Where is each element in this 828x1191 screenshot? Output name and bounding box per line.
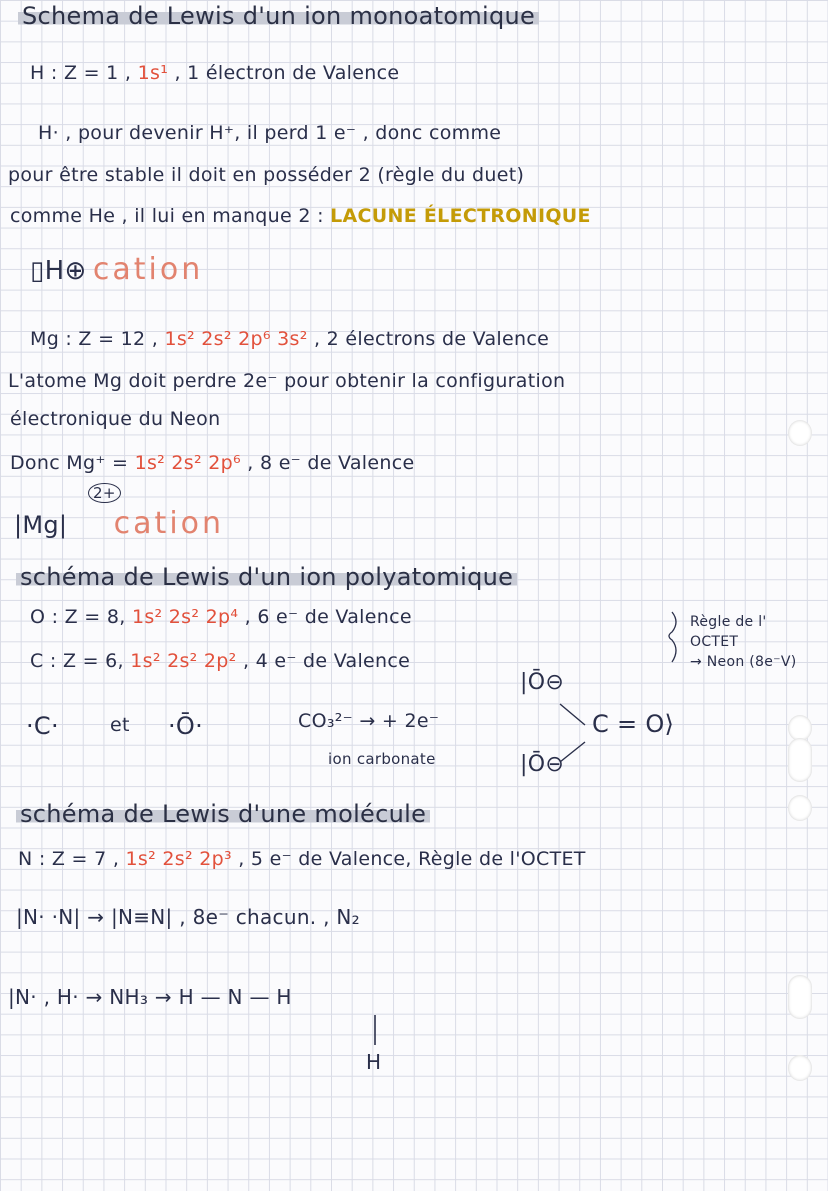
carbonate-equation: CO₃²⁻ → + 2e⁻ <box>298 710 440 732</box>
magnesium-ion-config: 1s² 2s² 2p⁶ <box>134 452 241 474</box>
carbon-config: 1s² 2s² 2p² <box>130 650 237 672</box>
oxygen-lewis-dots: ·Ō· <box>168 712 204 740</box>
octet-brace <box>669 612 676 662</box>
ammonia-equation: |N· , H· → NH₃ → H — N — H <box>8 985 292 1009</box>
binder-hole <box>788 738 812 782</box>
dinitrogen-equation: |N· ·N| → |N≡N| , 8e⁻ chacun. , N₂ <box>16 905 360 929</box>
magnesium-cation-word: cation <box>113 506 225 541</box>
magnesium-z: Mg : Z = 12 , <box>30 328 159 350</box>
carbonate-bond-bottom <box>560 742 585 762</box>
carbonate-c-double-o: C = O⟩ <box>592 710 675 738</box>
ammonia-h-bottom: H <box>366 1050 382 1074</box>
hydrogen-cation-word: cation <box>92 252 204 287</box>
carbonate-name: ion carbonate <box>328 750 436 768</box>
binder-hole <box>788 420 812 446</box>
section-title-monoatomic: Schema de Lewis d'un ion monoatomique <box>18 2 539 30</box>
hydrogen-explanation-1: H· , pour devenir H⁺, il perd 1 e⁻ , donc comme <box>38 122 502 144</box>
carbonate-o-bottom: |Ō⊖ <box>520 752 565 777</box>
nitrogen-config: 1s² 2s² 2p³ <box>125 848 232 870</box>
octet-rule-line-2: OCTET <box>690 634 739 650</box>
et-word: et <box>110 714 130 736</box>
magnesium-valence: , 2 électrons de Valence <box>314 328 550 350</box>
binder-hole <box>788 975 812 1019</box>
hydrogen-lacks-two: comme He , il lui en manque 2 : <box>10 205 324 227</box>
oxygen-config: 1s² 2s² 2p⁴ <box>131 606 239 628</box>
magnesium-ion-valence: , 8 e⁻ de Valence <box>247 452 415 474</box>
magnesium-explanation-1: L'atome Mg doit perdre 2e⁻ pour obtenir la configuration <box>8 370 566 392</box>
binder-hole <box>788 1055 812 1081</box>
oxygen-z: O : Z = 8, <box>30 606 126 628</box>
nitrogen-z: N : Z = 7 , <box>18 848 120 870</box>
carbon-z: C : Z = 6, <box>30 650 124 672</box>
lacune-electronique-label: LACUNE ÉLECTRONIQUE <box>330 205 591 227</box>
carbon-lewis-dots: ·C· <box>26 712 59 740</box>
magnesium-charge-circle: 2+ <box>88 483 121 503</box>
carbon-valence: , 4 e⁻ de Valence <box>242 650 411 672</box>
magnesium-ion-symbol: |Mg| <box>14 511 68 539</box>
carbonate-bond-top <box>560 704 585 725</box>
magnesium-explanation-2: électronique du Neon <box>10 408 221 430</box>
octet-rule-line-3: → Neon (8e⁻V) <box>690 654 797 670</box>
hydrogen-config: 1s¹ <box>137 62 169 84</box>
octet-rule-line-1: Règle de l' <box>690 614 767 630</box>
hydrogen-z: H : Z = 1 , <box>30 62 132 84</box>
hydrogen-explanation-2: pour être stable il doit en posséder 2 (règle du duet) <box>8 164 525 186</box>
carbonate-o-top: |Ō⊖ <box>520 670 565 695</box>
binder-hole <box>788 795 812 821</box>
hydrogen-valence: , 1 électron de Valence <box>174 62 400 84</box>
oxygen-valence: , 6 e⁻ de Valence <box>244 606 412 628</box>
section-title-polyatomic: schéma de Lewis d'un ion polyatomique <box>16 563 517 591</box>
section-title-molecule: schéma de Lewis d'une molécule <box>16 800 430 828</box>
nitrogen-valence-octet: , 5 e⁻ de Valence, Règle de l'OCTET <box>238 848 586 870</box>
magnesium-config: 1s² 2s² 2p⁶ 3s² <box>164 328 308 350</box>
hydrogen-ion-symbol: ▯H⊕ <box>30 256 87 286</box>
magnesium-ion-lead: Donc Mg⁺ = <box>10 452 129 474</box>
